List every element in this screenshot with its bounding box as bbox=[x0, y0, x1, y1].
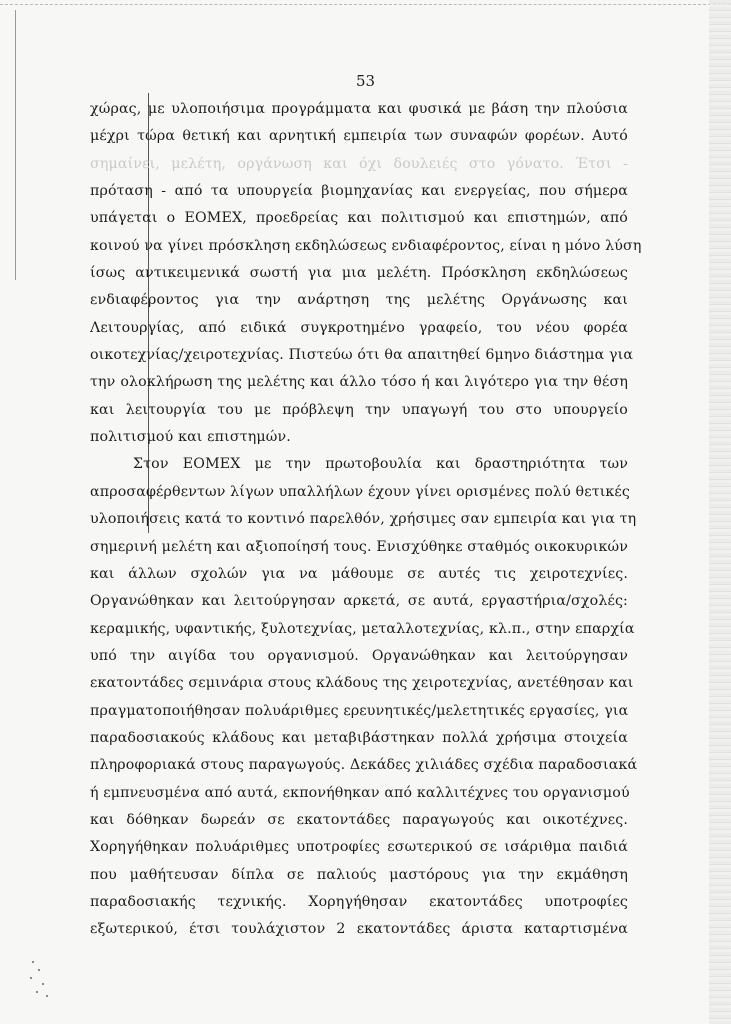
text-line: εξωτερικού, έτσι τουλάχιστον 2 εκατοντάδες άριστα καταρτισμένα bbox=[90, 921, 628, 938]
body-text bbox=[90, 96, 642, 944]
text-line: και λειτουργία του με πρόβλεψη την υπαγωγή του στο υπουργείο bbox=[90, 401, 628, 418]
text-line: ίσως αντικειμενικά σωστή για μια μελέτη. Πρόσκληση εκδηλώσεως bbox=[90, 265, 628, 282]
page-top-edge bbox=[0, 4, 731, 6]
text-line: πραγματοποιήθησαν πολυάριθμες ερευνητικές/μελετητικές εργασίες, για bbox=[90, 702, 629, 719]
text-line: πολιτισμού και επιστημών. bbox=[90, 429, 291, 446]
text-line: ή εμπνευσμένα από αυτά, εκπονήθηκαν από καλλιτέχνες του οργανισμού bbox=[90, 784, 630, 801]
text-line: Οργανώθηκαν και λειτούργησαν αρκετά, σε αυτά, εργαστήρια/σχολές: bbox=[90, 593, 628, 610]
page-right-edge-scan-artifact bbox=[709, 0, 731, 1024]
text-line: υπάγεται ο ΕΟΜΕΧ, προεδρείας και πολιτισμού και επιστημών, από bbox=[90, 210, 628, 227]
text-line: Στον ΕΟΜΕΧ με την πρωτοβουλία και δραστηριότητα των bbox=[133, 456, 628, 473]
scan-specks bbox=[28, 955, 68, 1005]
page-left-edge bbox=[15, 10, 17, 280]
text-line: Χορηγήθηκαν πολυάριθμες υποτροφίες εσωτερικού σε ισάριθμα παιδιά bbox=[90, 839, 628, 856]
page-number: 53 bbox=[355, 72, 376, 90]
text-line: πρόταση - από τα υπουργεία βιομηχανίας και ενεργείας, που σήμερα bbox=[90, 183, 628, 200]
text-line: την ολοκλήρωση της μελέτης και άλλο τόσο ή και λιγότερο για την θέση bbox=[90, 374, 628, 391]
text-line: κεραμικής, υφαντικής, ξυλοτεχνίας, μεταλλοτεχνίας, κλ.π., στην επαρχία bbox=[90, 620, 635, 637]
text-line: ενδιαφέροντος για την ανάρτηση της μελέτης Οργάνωσης και bbox=[90, 292, 628, 309]
text-line: πληροφοριακά στους παραγωγούς. Δεκάδες χιλιάδες σχέδια παραδοσιακά bbox=[90, 757, 638, 774]
text-line: και δόθηκαν δωρεάν σε εκατοντάδες παραγωγούς και οικοτέχνες. bbox=[90, 811, 628, 828]
text-line: υλοποιήσεις κατά το κοντινό παρελθόν, χρήσιμες σαν εμπειρία και για τη bbox=[90, 511, 637, 528]
text-line: παραδοσιακής τεχνικής. Χορηγήθησαν εκατοντάδες υποτροφίες bbox=[90, 893, 628, 910]
text-line: Λειτουργίας, από ειδικά συγκροτημένο γραφείο, του νέου φορέα bbox=[90, 319, 628, 336]
text-line: χώρας, με υλοποιήσιμα προγράμματα και φυσικά με βάση την πλούσια bbox=[90, 101, 628, 117]
text-line: και άλλων σχολών για να μάθουμε σε αυτές τις χειροτεχνίες. bbox=[90, 565, 628, 582]
text-line: σημαίνει, μελέτη, οργάνωση και όχι δουλειές στο γόνατο. Έτσι - bbox=[90, 155, 628, 172]
text-line: εκατοντάδες σεμινάρια στους κλάδους της χειροτεχνίας, ανετέθησαν και bbox=[90, 675, 634, 692]
text-line: παραδοσιακούς κλάδους και μεταβιβάστηκαν πολλά χρήσιμα στοιχεία bbox=[90, 729, 628, 746]
text-line: μέχρι τώρα θετική και αρνητική εμπειρία των συναφών φορέων. Αυτό bbox=[90, 128, 628, 145]
text-line: σημερινή μελέτη και αξιοποίησή τους. Ενισχύθηκε σταθμός οικοκυρικών bbox=[90, 538, 628, 555]
text-line: υπό την αιγίδα του οργανισμού. Οργανώθηκαν και λειτούργησαν bbox=[90, 647, 628, 664]
text-line: κοινού να γίνει πρόσκληση εκδηλώσεως ενδιαφέροντος, είναι η μόνο λύση bbox=[90, 237, 642, 254]
text-line: οικοτεχνίας/χειροτεχνίας. Πιστεύω ότι θα απαιτηθεί 6μηνο διάστημα για bbox=[90, 347, 634, 364]
text-line: απροσαφέρθεντων λίγων υπαλλήλων έχουν γίνει ορισμένες πολύ θετικές bbox=[90, 483, 631, 500]
text-line: που μαθήτευσαν δίπλα σε παλιούς μαστόρους για την εκμάθηση bbox=[90, 866, 628, 883]
